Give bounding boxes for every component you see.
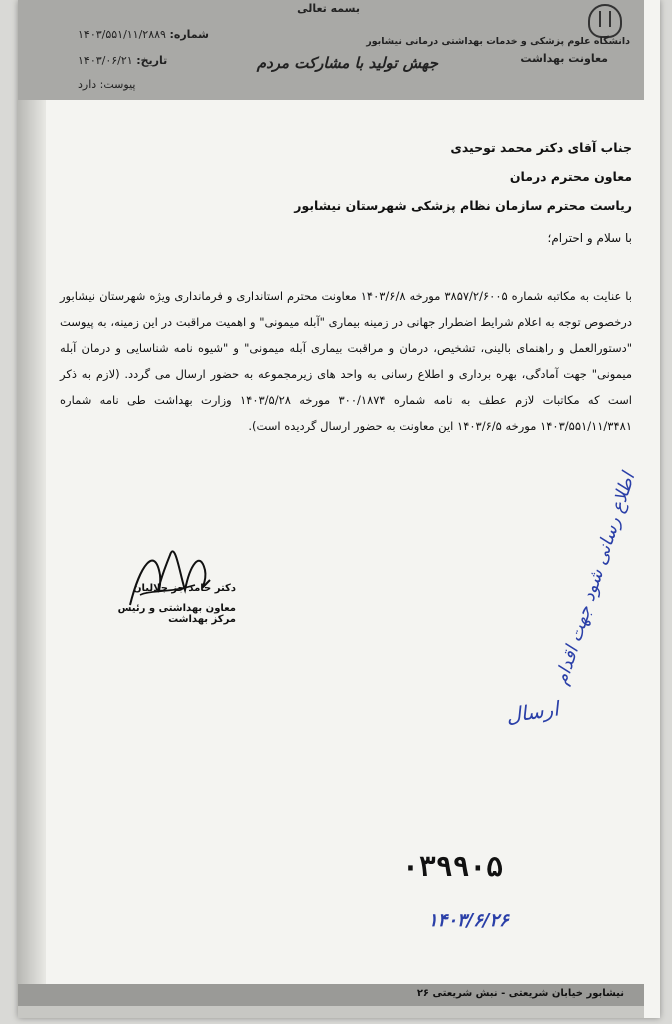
page-edge-shadow	[18, 0, 46, 1018]
org-department: معاونت بهداشت	[520, 52, 608, 65]
slogan: جهش تولید با مشارکت مردم	[256, 54, 438, 72]
org-name: دانشگاه علوم پزشکی و خدمات بهداشتی درمانی نیشابور	[366, 36, 630, 47]
letter-paragraph: با عنایت به مکاتبه شماره ۳۸۵۷/۲/۶۰۰۵ مورخه ۱۴۰۳/۶/۸ معاونت محترم استانداری و فرمانداری ویژه شهرستان نیشابور درخصوص توجه به اعلام شرایط اضطرار جهانی در زمینه بیماری "آبله میمونی" و اهمیت مراقبت در این زمینه، به پیوست "دستورالعمل و راهنمای بالینی، تشخیص، درمان و مراقبت بیماری آبله میمونی" و "شیوه نامه شناسایی و درمان آبله میمونی" جهت آمادگی، بهره برداری و اطلاع رسانی به واحد های زیرمجموعه به حضور ارسال می گردد. (لازم به ذکر است که مکاتبات لازم عطف به نامه شماره ۳۰۰/۱۸۷۴ مورخه ۱۴۰۳/۵/۲۸ وزارت بهداشت طی نامه شماره ۱۴۰۳/۵۵۱/۱۱/۳۴۸۱ مورخه ۱۴۰۳/۶/۵ این معاونت به حضور ارسال گردیده است).	[60, 289, 632, 433]
registration-date-stamp: ۱۴۰۳/۶/۲۶	[428, 910, 509, 931]
letter-footer	[18, 984, 644, 1006]
letter-date-value: ۱۴۰۳/۰۶/۲۱	[78, 54, 133, 67]
handwritten-note: اطلاع رسانی شود جهت اقدام	[550, 470, 640, 688]
header-top-word: بسمه تعالی	[297, 2, 360, 15]
attachment-note: پیوست: دارد	[78, 78, 136, 91]
ministry-emblem-icon	[588, 4, 622, 38]
letterhead	[18, 0, 644, 100]
letter-number	[78, 28, 209, 41]
letter-number-value: ۱۴۰۳/۵۵۱/۱۱/۲۸۸۹	[78, 28, 166, 41]
footer-address: نیشابور خیابان شریعتی - نبش شریعتی ۲۶	[416, 988, 624, 999]
letter-date	[78, 54, 167, 67]
letter-date-label: تاریخ:	[136, 54, 168, 67]
greeting: با سلام و احترام؛	[547, 231, 632, 245]
signatory-name: دکتر حامد جز جلالیان	[133, 583, 236, 594]
handwritten-irsal: ارسال	[504, 696, 561, 728]
addressee-name: جناب آقای دکتر محمد توحیدی	[450, 140, 632, 155]
footer-strip	[18, 1006, 644, 1018]
registration-number-stamp: ۰۳۹۹۰۵	[402, 850, 504, 883]
addressee-organization: ریاست محترم سازمان نظام پزشکی شهرستان نیشابور	[294, 198, 632, 213]
signatory-title: معاون بهداشتی و رئیس مرکز بهداشت	[117, 603, 236, 625]
letter-body	[60, 140, 632, 439]
addressee-position: معاون محترم درمان	[509, 169, 632, 184]
letter-number-label: شماره:	[169, 28, 209, 41]
